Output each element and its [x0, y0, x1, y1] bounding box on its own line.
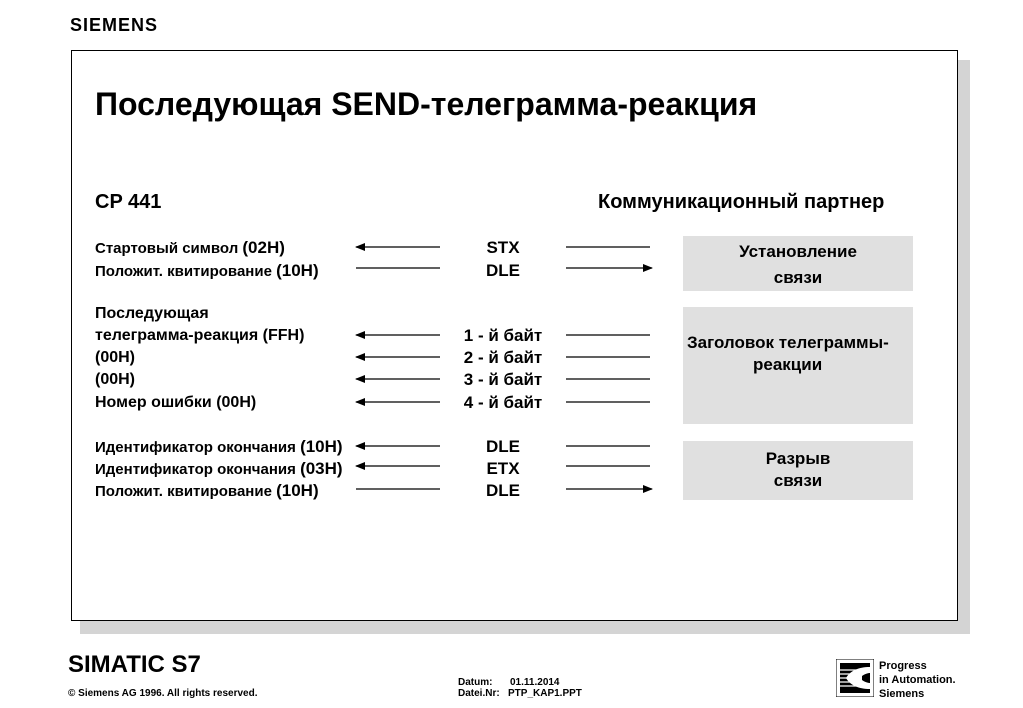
signal-label: DLE: [486, 261, 520, 280]
left-header: CP 441: [95, 191, 162, 213]
row-label: Стартовый символ (02H): [95, 238, 285, 257]
right-header: Коммуникационный партнер: [598, 191, 885, 213]
signal-label: DLE: [486, 481, 520, 500]
progress-line1: Progress: [879, 660, 927, 672]
box-connection-release: Разрыв связи: [683, 441, 913, 500]
product-name: SIMATIC S7: [68, 651, 201, 678]
box-telegram-header: Заголовок телеграммы- реакции: [683, 307, 913, 424]
siemens-brand: SIEMENS: [70, 15, 159, 35]
signal-label: 2 - й байт: [463, 348, 543, 367]
signal-label: 4 - й байт: [463, 393, 543, 412]
progress-logo-icon: [836, 659, 874, 697]
progress-line2: in Automation.: [879, 674, 956, 686]
row-label: Идентификатор окончания (03H): [95, 459, 343, 478]
box-connection-setup: Установление связи: [683, 236, 913, 291]
row-label: телеграмма-реакция (FFH): [95, 327, 305, 344]
row-label: Идентификатор окончания (10H): [95, 437, 343, 456]
row-label: (00H): [95, 349, 136, 366]
datum-label: Datum:: [458, 677, 493, 688]
slide-title: Последующая SEND-телеграмма-реакция: [95, 86, 758, 122]
row-label: Положит. квитирование (10H): [95, 481, 319, 500]
signal-label: STX: [486, 238, 520, 257]
row-label: Положит. квитирование (10H): [95, 261, 319, 280]
row-label: Последующая: [95, 305, 209, 322]
signal-label: 1 - й байт: [463, 326, 543, 345]
row-label: Номер ошибки (00H): [95, 394, 257, 411]
signal-label: DLE: [486, 437, 520, 456]
progress-line3: Siemens: [879, 688, 925, 700]
datei-value: PTP_KAP1.PPT: [508, 688, 582, 699]
signal-label: 3 - й байт: [463, 370, 543, 389]
datei-label: Datei.Nr:: [458, 688, 500, 699]
signal-label: ETX: [486, 459, 520, 478]
row-label: (00H): [95, 371, 136, 388]
copyright: © Siemens AG 1996. All rights reserved.: [68, 688, 258, 699]
datum-value: 01.11.2014: [510, 677, 560, 688]
